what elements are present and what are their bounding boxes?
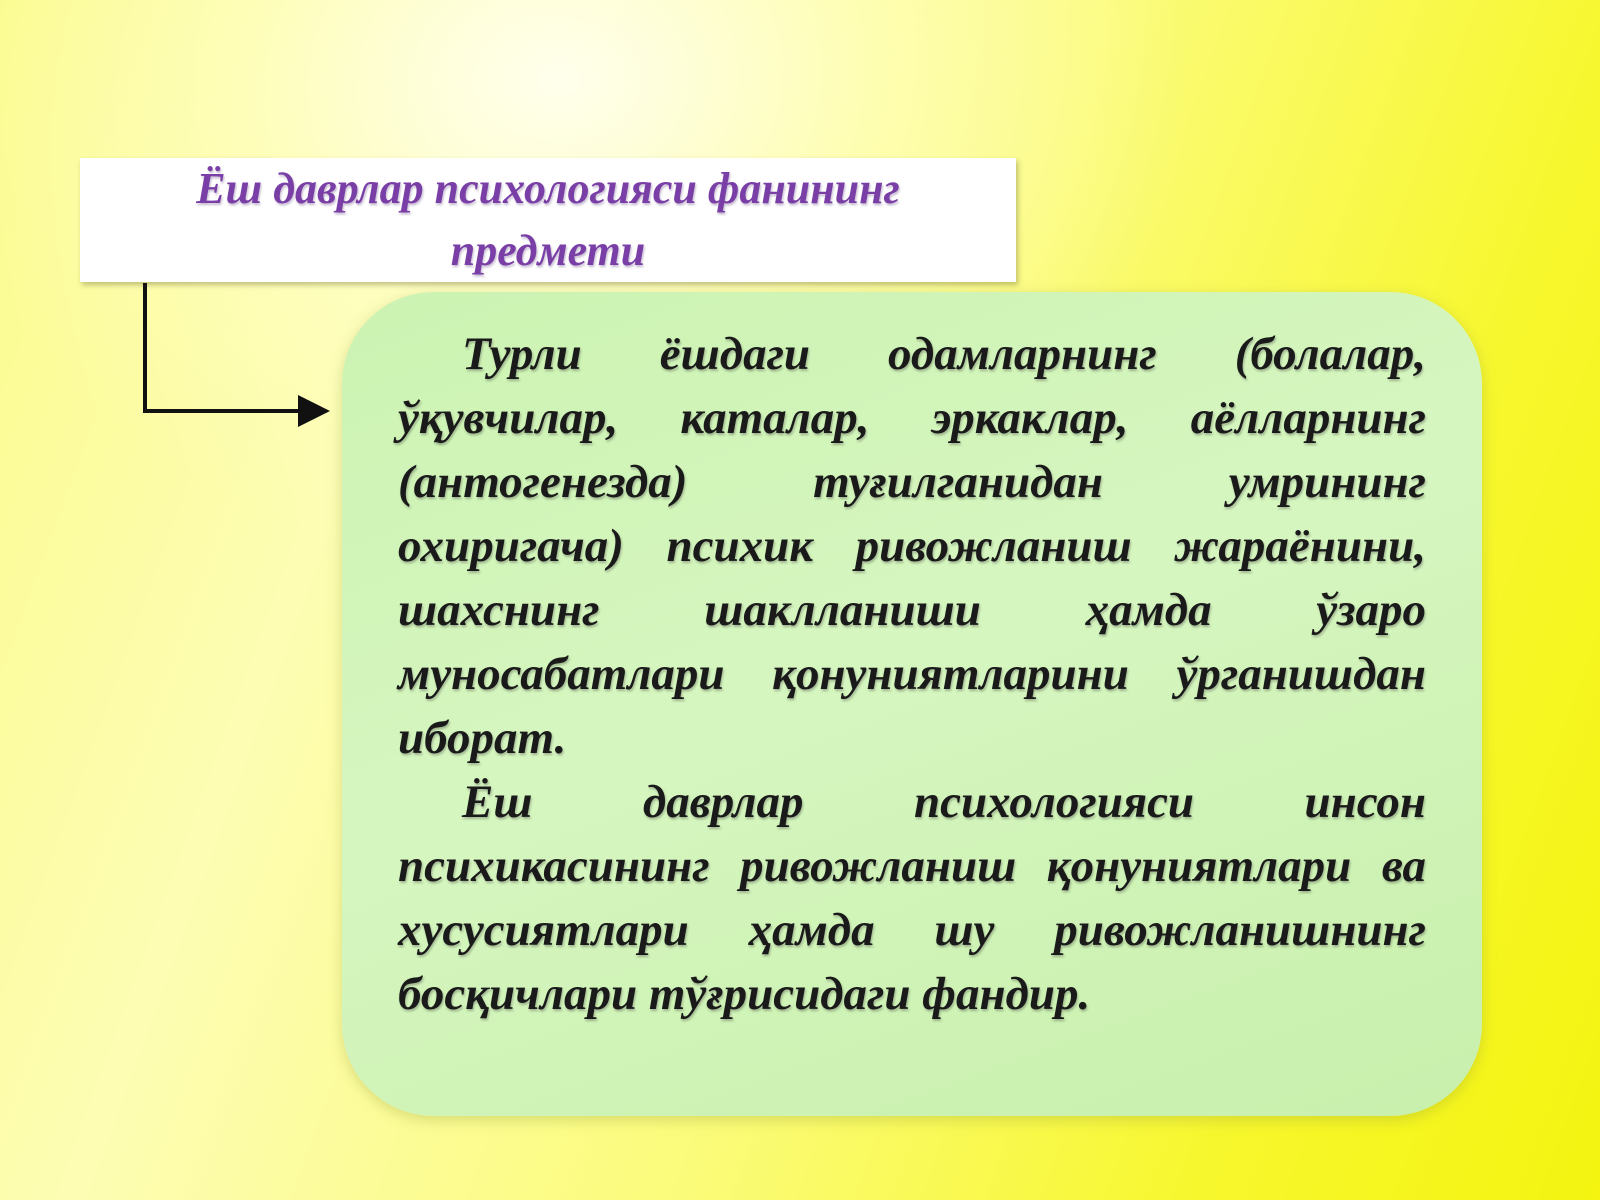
- arrow-right-icon: [145, 283, 322, 411]
- body-text: [398, 322, 1426, 1026]
- slide-title: Ёш даврлар психологияси фанининг предмети: [196, 164, 900, 275]
- paragraph-subject-definition: Турли ёшдаги одамларнинг (болалар, ўқувчилар, каталар, эркаклар, аёлларнинг (антогенезда) туғилганидан умрининг охиригача) психик ривожланиш жараёнини, шахснинг шаклланиши ҳамда ўзаро муносабатлари қонуниятларини ўрганишдан иборат.: [398, 328, 1426, 764]
- paragraph-science-definition: Ёш даврлар психологияси инсон психикасининг ривожланиш қонуниятлари ва хусусиятлари ҳамда шу ривожланишнинг босқичлари тўғрисидаги фандир.: [398, 776, 1426, 1020]
